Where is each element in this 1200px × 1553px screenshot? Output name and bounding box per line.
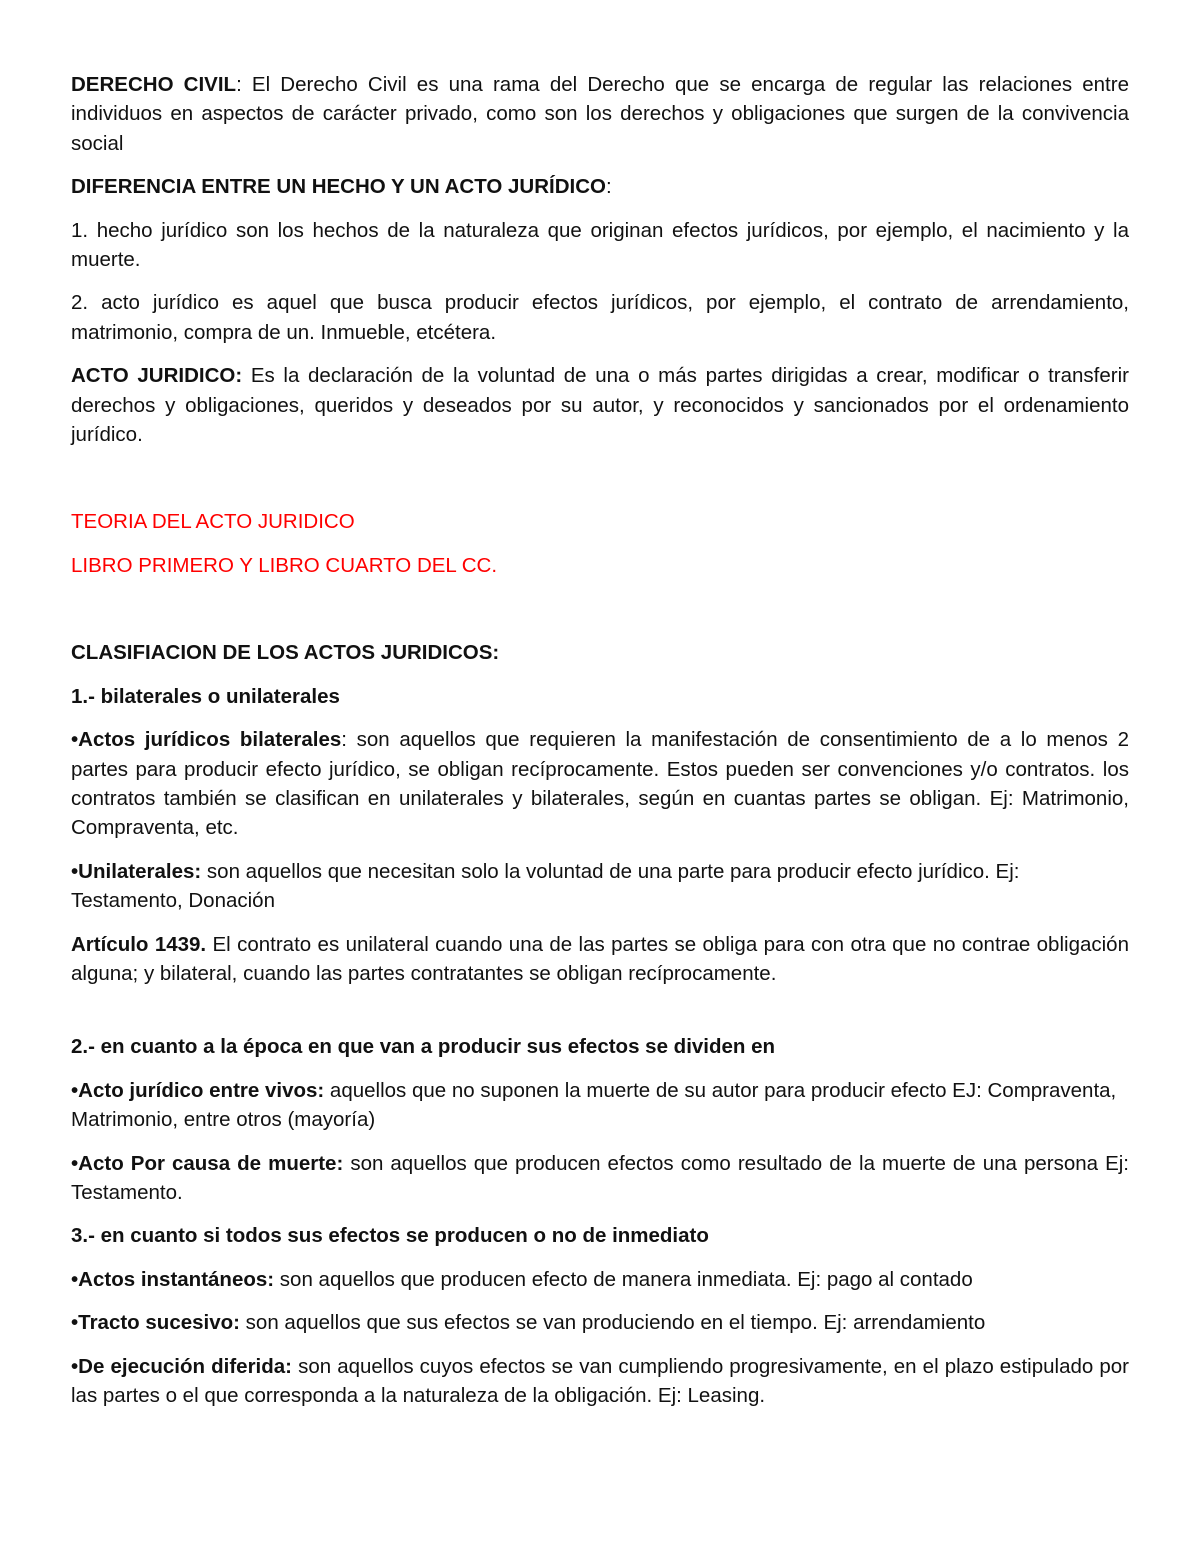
- instantaneos-text: son aquellos que producen efecto de manera inmediata. Ej: pago al contado: [274, 1267, 973, 1291]
- unilaterales-bullet: [71, 857, 1129, 916]
- instantaneos-term: •Actos instantáneos:: [71, 1267, 275, 1291]
- diferencia-heading: DIFERENCIA ENTRE UN HECHO Y UN ACTO JURÍDICO: [71, 175, 606, 199]
- derecho-civil-paragraph: [71, 70, 1129, 158]
- articulo-1439-paragraph: [71, 930, 1129, 989]
- bilaterales-text: : son aquellos que requieren la manifestación de consentimiento de a lo menos 2 partes para producir efecto jurídico, se obligan recíprocamente. Estos pueden ser convenciones y/o contratos. los contratos también se clasifican en unilaterales y bilaterales, según en cuantas partes se obligan. Ej: Matrimonio, Compraventa, etc.: [71, 728, 1129, 840]
- tracto-sucesivo-text: son aquellos que sus efectos se van produciendo en el tiempo. Ej: arrendamiento: [239, 1311, 986, 1335]
- hecho-juridico-item: 1. hecho jurídico son los hechos de la naturaleza que originan efectos jurídicos, por ejemplo, el nacimiento y la muerte.: [71, 218, 1129, 272]
- bilaterales-bullet: [71, 725, 1129, 843]
- causa-muerte-text: son aquellos que producen efectos como resultado de la muerte de una persona Ej: Testamento.: [71, 1151, 1130, 1204]
- libro-heading: LIBRO PRIMERO Y LIBRO CUARTO DEL CC.: [71, 553, 498, 577]
- articulo-1439-term: Artículo 1439.: [71, 932, 207, 956]
- teoria-heading: TEORIA DEL ACTO JURIDICO: [71, 510, 355, 534]
- entre-vivos-text: aquellos que no suponen la muerte de su autor para producir efecto EJ: Compraventa, Matrimonio, entre otros (mayoría): [71, 1078, 1117, 1132]
- ejecucion-diferida-term: •De ejecución diferida:: [71, 1354, 292, 1378]
- instantaneos-bullet: [71, 1265, 1129, 1294]
- ejecucion-diferida-bullet: [71, 1352, 1129, 1411]
- entre-vivos-term: •Acto jurídico entre vivos:: [71, 1078, 325, 1102]
- entre-vivos-bullet: [71, 1076, 1129, 1135]
- bilaterales-term: •Actos jurídicos bilaterales: [71, 728, 342, 752]
- unilaterales-term: •Unilaterales:: [71, 859, 202, 883]
- diferencia-heading-colon: :: [605, 175, 612, 199]
- causa-muerte-bullet: [71, 1149, 1129, 1208]
- acto-juridico-definition: Es la declaración de la voluntad de una o más partes dirigidas a crear, modificar o transferir derechos y obligaciones, queridos y deseados por su autor, y reconocidos y sancionados por el ordenamiento jurídico.: [71, 364, 1129, 447]
- acto-juridico-paragraph: [71, 361, 1129, 449]
- tracto-sucesivo-bullet: [71, 1308, 1129, 1337]
- articulo-1439-text: El contrato es unilateral cuando una de las partes se obliga para con otra que no contrae obligación alguna; y bilateral, cuando las partes contratantes se obligan recíprocamente.: [71, 932, 1129, 985]
- section-1-heading: 1.- bilaterales o unilaterales: [71, 684, 340, 708]
- causa-muerte-term: •Acto Por causa de muerte:: [71, 1151, 344, 1175]
- clasificacion-heading: CLASIFIACION DE LOS ACTOS JURIDICOS:: [71, 641, 500, 665]
- diferencia-heading-paragraph: [71, 172, 1129, 201]
- acto-juridico-term: ACTO JURIDICO:: [71, 364, 243, 388]
- acto-juridico-item: 2. acto jurídico es aquel que busca producir efectos jurídicos, por ejemplo, el contrato de arrendamiento, matrimonio, compra de un. Inmueble, etcétera.: [71, 291, 1129, 344]
- section-3-heading: 3.- en cuanto si todos sus efectos se producen o no de inmediato: [71, 1224, 709, 1248]
- section-2-heading: 2.- en cuanto a la época en que van a producir sus efectos se dividen en: [71, 1035, 776, 1059]
- tracto-sucesivo-term: •Tracto sucesivo:: [71, 1311, 240, 1335]
- derecho-civil-definition: : El Derecho Civil es una rama del Derecho que se encarga de regular las relaciones entre individuos en aspectos de carácter privado, como son los derechos y obligaciones que surgen de la convivencia social: [71, 73, 1129, 155]
- ejecucion-diferida-text: son aquellos cuyos efectos se van cumpliendo progresivamente, en el plazo estipulado por las partes o el que corresponda a la naturaleza de la obligación. Ej: Leasing.: [71, 1354, 1129, 1407]
- unilaterales-text: son aquellos que necesitan solo la voluntad de una parte para producir efecto jurídico. Ej: Testamento, Donación: [71, 859, 1020, 913]
- derecho-civil-term: DERECHO CIVIL: [71, 73, 237, 96]
